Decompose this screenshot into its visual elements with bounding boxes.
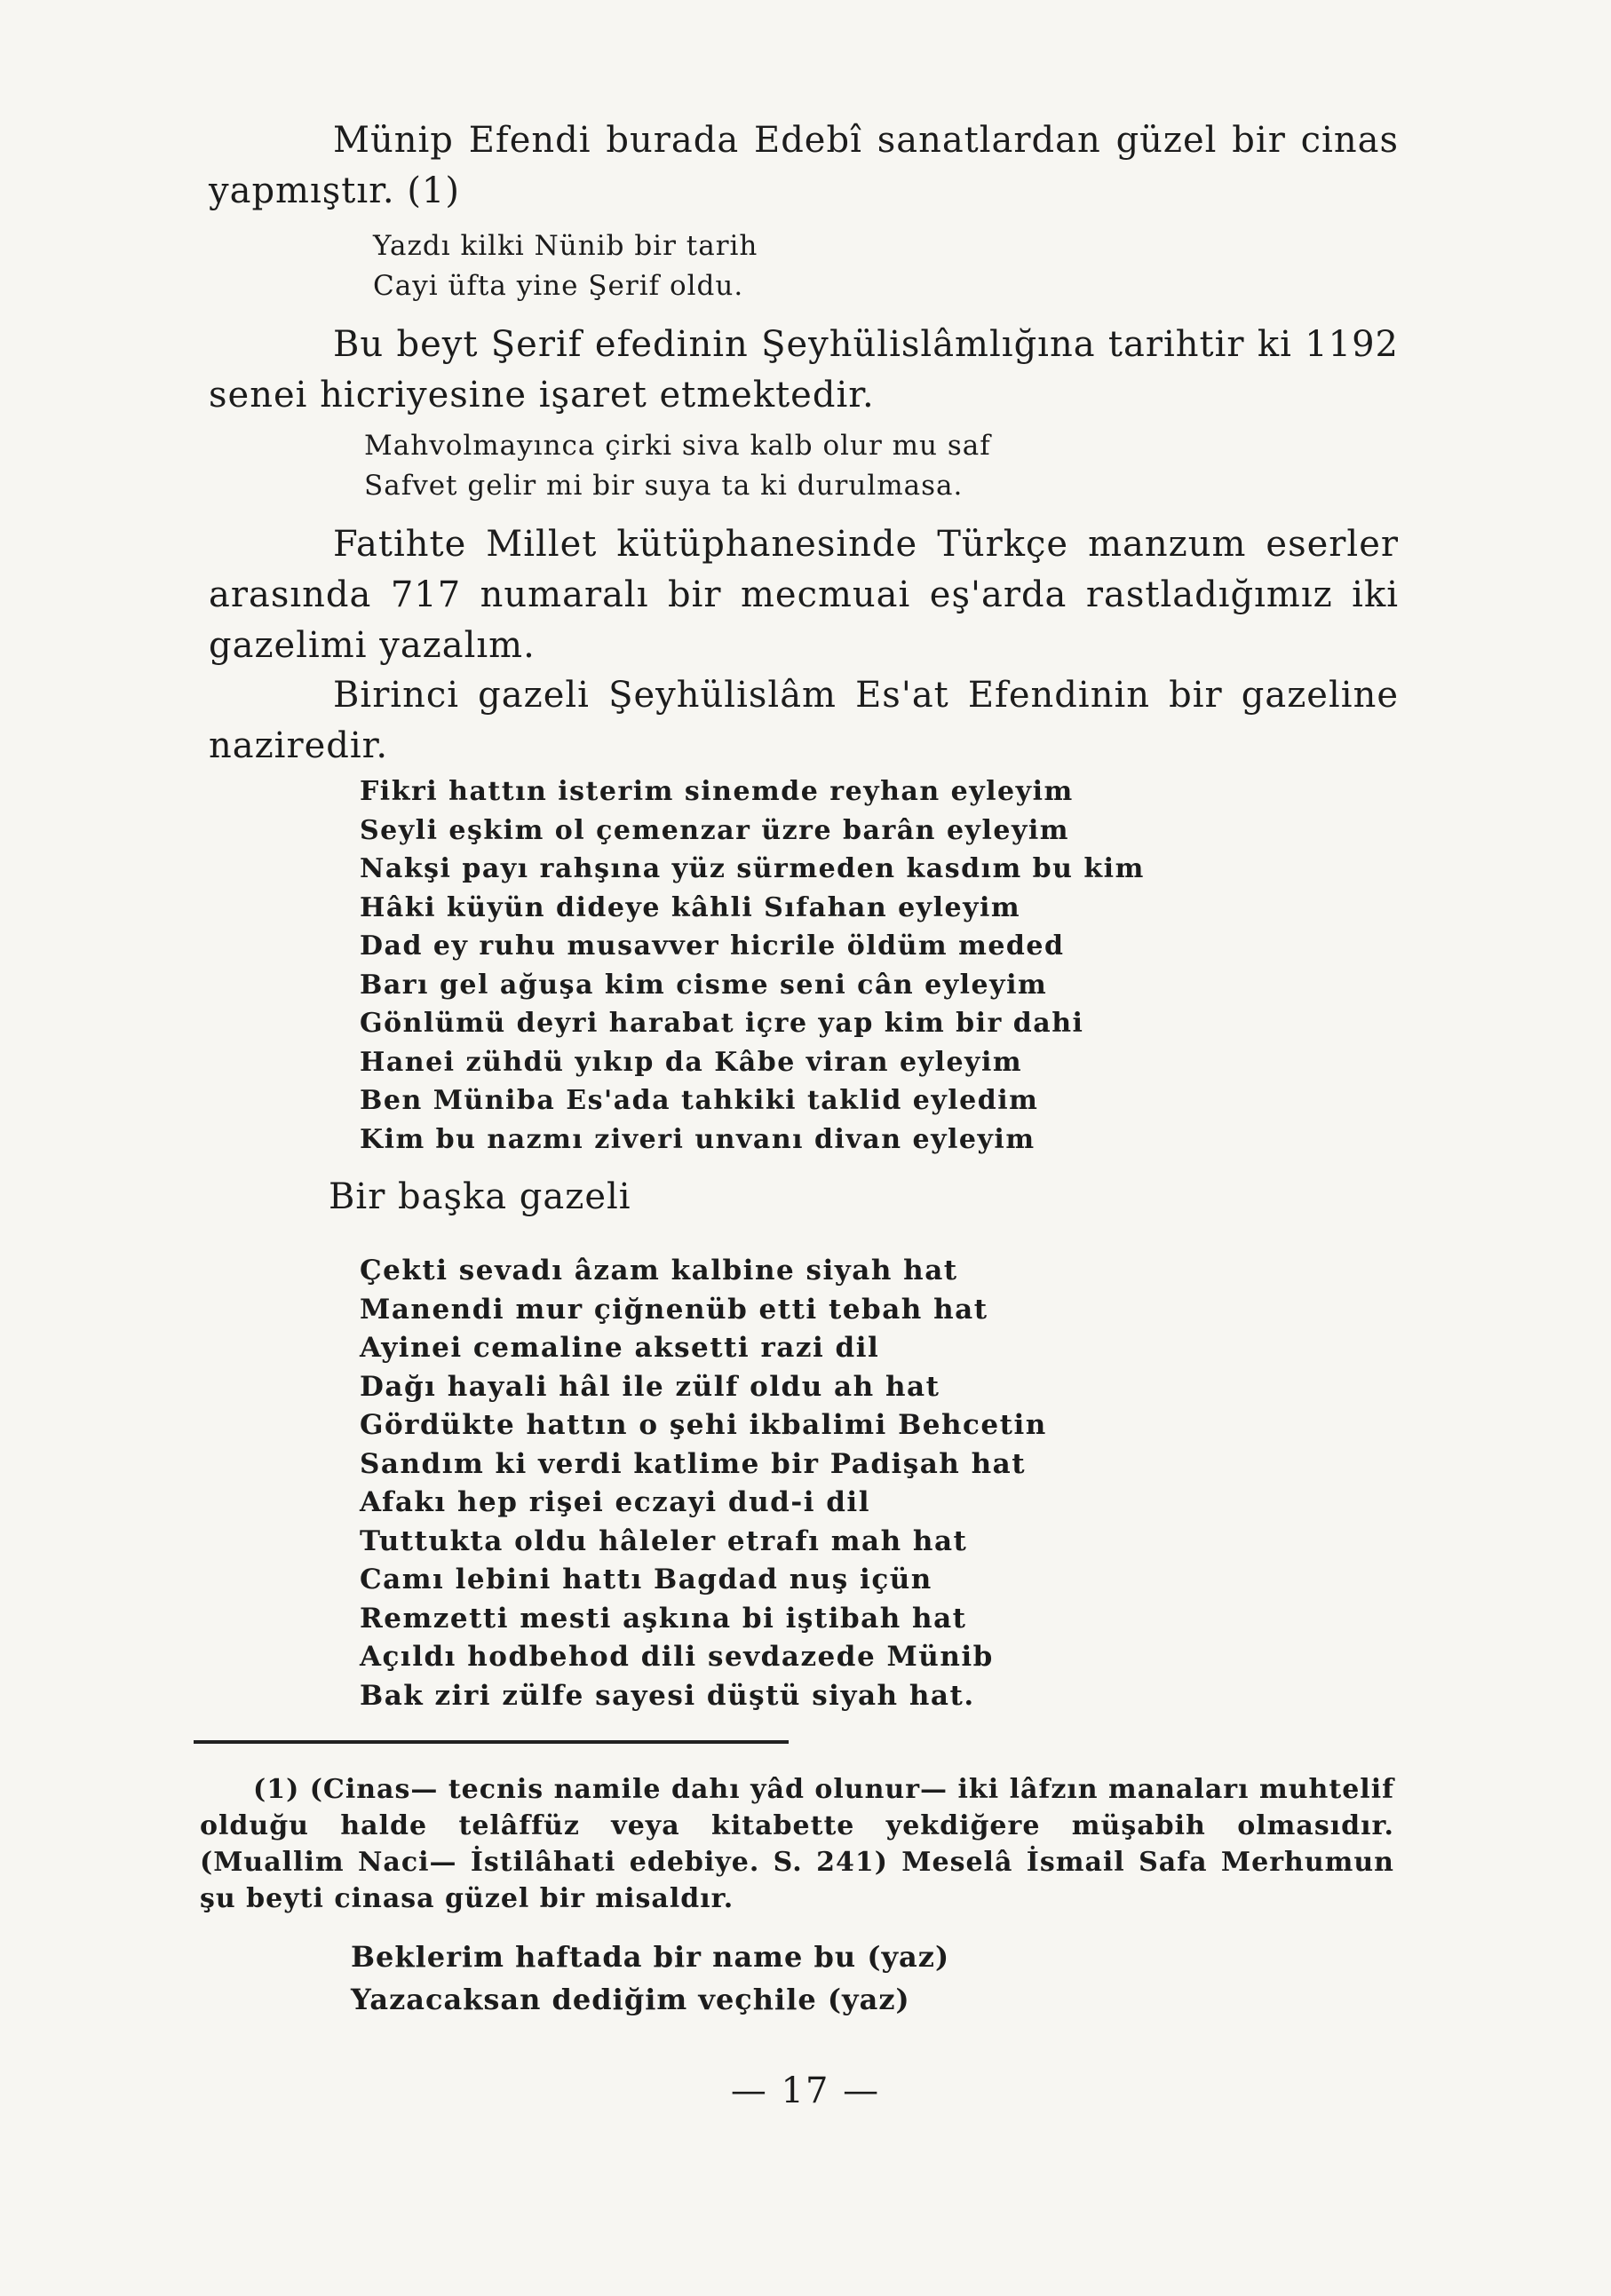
poem-first-gazel [360,772,1145,1159]
poem-line: Bak ziri zülfe sayesi düştü siyah hat. [360,1679,975,1712]
poem-line: Gördükte hattın o şehi ikbalimi Behcetin [360,1409,1047,1441]
poem-line: Ben Müniba Es'ada tahkiki taklid eyledim [360,1085,1039,1116]
page-number: — 17 — [730,2070,881,2111]
verse-line: Beklerim haftada bir name bu (yaz) [351,1940,950,1974]
poem-line: Dad ey ruhu musavver hicrile öldüm meded [360,930,1065,962]
poem-line: Dağı hayali hâl ile zülf oldu ah hat [360,1370,940,1403]
poem-line: Hanei zühdü yıkıp da Kâbe viran eyleyim [360,1046,1023,1078]
poem-line: Ayinei cemaline aksetti razi dil [360,1332,880,1364]
poem-line: Gönlümü deyri harabat içre yap kim bir dahi [360,1008,1084,1039]
poem-line: Tuttukta oldu hâleler etrafı mah hat [360,1524,968,1557]
couplet-tarih [373,226,758,306]
poem-second-gazel [360,1252,1047,1715]
verse-line: Safvet gelir mi bir suya ta ki durulmasa. [364,470,964,502]
poem-line: Açıldı hodbehod dili sevdazede Münib [360,1641,994,1673]
paragraph-beyt: Bu beyt Şerif efedinin Şeyhülislâmlığına tarihtir ki 1192 senei hicriyesine işaret etmektedir. [209,324,1399,416]
footnote-couplet [351,1936,949,2021]
paragraph-intro: Münip Efendi burada Edebî sanatlardan güzel bir cinas yapmıştır. (1) [209,120,1399,211]
verse-line: Mahvolmayınca çirki siva kalb olur mu saf [364,430,991,462]
paragraph-fatih: Fatihte Millet kütüphanesinde Türkçe manzum eserler arasında 717 numaralı bir mecmuai eş'arda rastladığımız iki gazelimi yazalım. [209,524,1399,666]
footnote [200,1771,1394,1917]
verse-line: Yazdı kilki Nünib bir tarih [373,230,758,262]
footnote-text: (1) (Cinas— tecnis namile dahı yâd olunur— iki lâfzın manaları muhtelif olduğu halde telâffüz veya kitabette yekdiğere müşabih olmasıdır. (Muallim Naci— İstilâhati edebiye. S. 241) Meselâ İsmail Safa Merhumun şu beyti cinasa güzel bir misaldır. [200,1774,1394,1914]
verse-line: Cayi üfta yine Şerif oldu. [373,270,744,302]
poem-line: Nakşi payı rahşına yüz sürmeden kasdım bu kim [360,853,1145,884]
poem-line: Çekti sevadı âzam kalbine siyah hat [360,1255,958,1287]
section-heading: Bir başka gazeli [329,1176,631,1217]
poem-line: Afakı hep rişei eczayi dud-i dil [360,1486,870,1518]
poem-line: Remzetti mesti aşkına bi iştibah hat [360,1602,967,1635]
poem-line: Hâki küyün dideye kâhli Sıfahan eyleyim [360,891,1021,923]
couplet-safvet [364,426,991,506]
poem-line: Seyli eşkim ol çemenzar üzre barân eyleyim [360,814,1070,846]
footnote-divider [194,1740,789,1744]
poem-line: Barı gel ağuşa kim cisme seni cân eyleyim [360,969,1048,1001]
verse-line: Yazacaksan dediğim veçhile (yaz) [351,1983,910,2016]
poem-line: Sandım ki verdi katlime bir Padişah hat [360,1447,1027,1480]
poem-line: Fikri hattın isterim sinemde reyhan eyleyim [360,776,1074,807]
poem-line: Kim bu nazmı ziveri unvanı divan eyleyim [360,1123,1036,1155]
paragraph-birinci-gazel: Birinci gazeli Şeyhülislâm Es'at Efendinin bir gazeline naziredir. [209,675,1399,766]
poem-line: Camı lebini hattı Bagdad nuş içün [360,1564,932,1595]
poem-line: Manendi mur çiğnenüb etti tebah hat [360,1293,988,1326]
